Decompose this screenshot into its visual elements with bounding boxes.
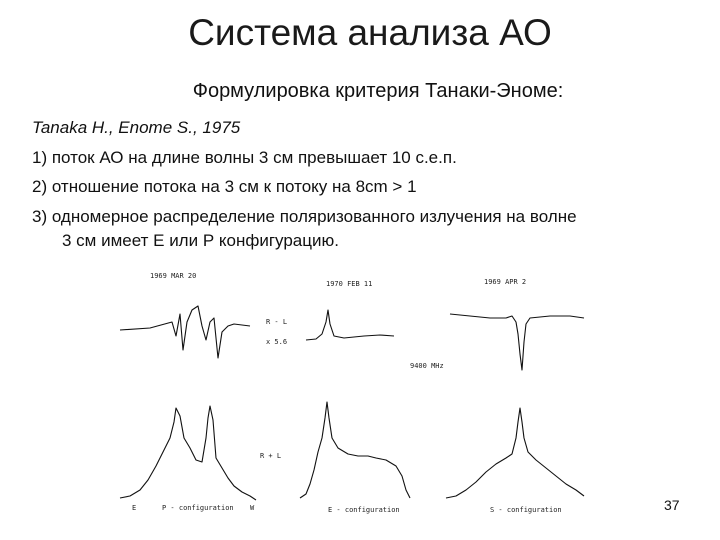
- criterion-2: 2) отношение потока на 3 см к потоку на 8cm > 1: [32, 177, 417, 196]
- trace-label-frequency: 9400 MHz: [410, 362, 444, 370]
- axis-label-east: E: [132, 504, 137, 512]
- config-label-e: E - configuration: [328, 506, 400, 514]
- scan-trace-e-total: [300, 402, 410, 498]
- trace-label-r-minus-l: R - L: [266, 318, 288, 326]
- scan-trace-s-polarized: [450, 314, 584, 370]
- reference-line: Tanaka H., Enome S., 1975: [32, 118, 241, 137]
- slide-title: Система анализа АО: [188, 12, 552, 53]
- criterion-3: 3) одномерное распределение поляризованного излучения на волне: [32, 207, 577, 226]
- slide-subtitle: Формулировка критерия Танаки-Эноме:: [192, 80, 564, 102]
- config-label-s: S - configuration: [490, 506, 562, 514]
- page-number: 37: [664, 497, 680, 513]
- radio-scans-figure: [110, 262, 670, 517]
- trace-label-r-plus-l: R + L: [260, 452, 282, 460]
- config-label-p: P - configuration: [162, 504, 234, 512]
- scan-trace-p-total: [120, 406, 256, 500]
- scan-trace-p-polarized: [120, 306, 250, 358]
- criterion-3-continuation: 3 см имеет Е или Р конфигурацию.: [62, 231, 339, 250]
- axis-label-west: W: [250, 504, 255, 512]
- date-label-1: 1969 MAR 20: [150, 272, 197, 280]
- scan-trace-s-total: [446, 408, 584, 498]
- date-label-3: 1969 APR 2: [484, 278, 527, 286]
- criterion-1: 1) поток АО на длине волны 3 см превышает 10 с.е.п.: [32, 148, 457, 167]
- scan-trace-e-polarized: [306, 310, 394, 340]
- date-label-2: 1970 FEB 11: [326, 280, 373, 288]
- trace-label-scale: x 5.6: [266, 338, 288, 346]
